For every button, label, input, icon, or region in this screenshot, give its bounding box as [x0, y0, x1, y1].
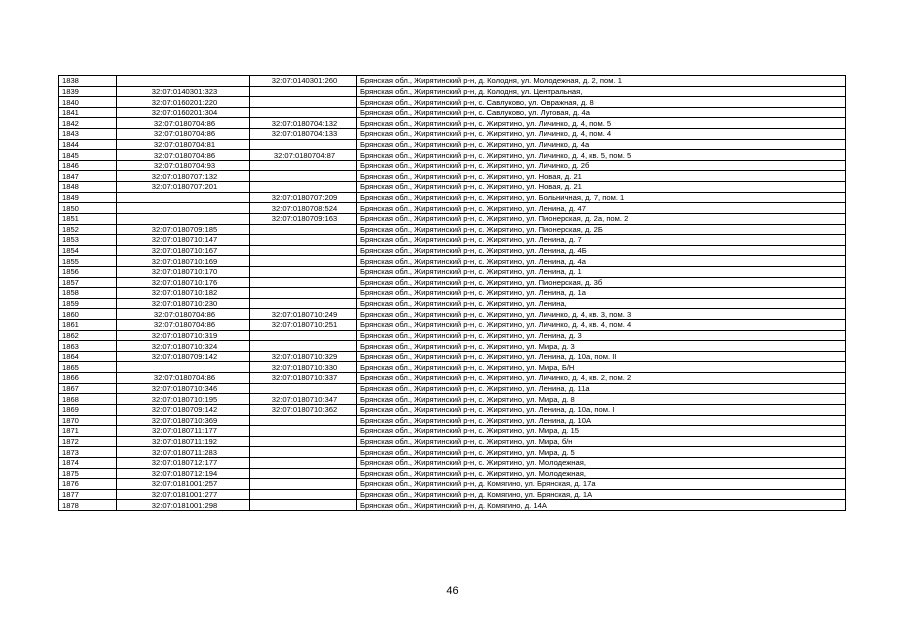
address-cell: Брянская обл., Жирятинский р-н, с. Жирятино, ул. Ленина, д. 10а, пом. II	[357, 351, 846, 362]
land-cadastral-number-cell: 32:07:0181001:257	[117, 479, 250, 490]
land-cadastral-number-cell: 32:07:0180709:142	[117, 404, 250, 415]
table-row	[59, 447, 846, 458]
table-row	[59, 150, 846, 161]
land-cadastral-number-cell: 32:07:0180710:324	[117, 341, 250, 352]
object-cadastral-number-cell	[250, 468, 357, 479]
row-number-cell: 1874	[59, 457, 117, 468]
address-cell: Брянская обл., Жирятинский р-н, д. Комягино, д. 14А	[357, 500, 846, 511]
object-cadastral-number-cell	[250, 288, 357, 299]
row-number-cell: 1851	[59, 213, 117, 224]
object-cadastral-number-cell: 32:07:0180710:362	[250, 404, 357, 415]
object-cadastral-number-cell	[250, 245, 357, 256]
table-row	[59, 373, 846, 384]
object-cadastral-number-cell	[250, 235, 357, 246]
address-cell: Брянская обл., Жирятинский р-н, с. Жирятино, ул. Мира, д. 5	[357, 447, 846, 458]
address-cell: Брянская обл., Жирятинский р-н, с. Жирятино, ул. Личинко, д. 4, кв. 4, пом. 4	[357, 320, 846, 331]
table-row	[59, 500, 846, 511]
row-number-cell: 1872	[59, 436, 117, 447]
table-row	[59, 383, 846, 394]
object-cadastral-number-cell	[250, 383, 357, 394]
object-cadastral-number-cell	[250, 426, 357, 437]
object-cadastral-number-cell	[250, 256, 357, 267]
object-cadastral-number-cell: 32:07:0180710:329	[250, 351, 357, 362]
row-number-cell: 1862	[59, 330, 117, 341]
row-number-cell: 1868	[59, 394, 117, 405]
object-cadastral-number-cell: 32:07:0180704:133	[250, 129, 357, 140]
object-cadastral-number-cell: 32:07:0180710:251	[250, 320, 357, 331]
row-number-cell: 1871	[59, 426, 117, 437]
land-cadastral-number-cell: 32:07:0180704:93	[117, 160, 250, 171]
object-cadastral-number-cell	[250, 139, 357, 150]
address-cell: Брянская обл., Жирятинский р-н, с. Жирятино, ул. Личинко, д. 4а	[357, 139, 846, 150]
row-number-cell: 1848	[59, 182, 117, 193]
address-cell: Брянская обл., Жирятинский р-н, с. Жирятино, ул. Личинко, д. 2б	[357, 160, 846, 171]
address-cell: Брянская обл., Жирятинский р-н, с. Жирятино, ул. Мира, д. 8	[357, 394, 846, 405]
land-cadastral-number-cell: 32:07:0180711:177	[117, 426, 250, 437]
address-cell: Брянская обл., Жирятинский р-н, с. Жирятино, ул. Новая, д. 21	[357, 182, 846, 193]
row-number-cell: 1867	[59, 383, 117, 394]
object-cadastral-number-cell	[250, 277, 357, 288]
address-cell: Брянская обл., Жирятинский р-н, с. Жирятино, ул. Пионерская, д. 2Б	[357, 224, 846, 235]
address-cell: Брянская обл., Жирятинский р-н, с. Жирятино, ул. Личинко, д. 4, кв. 2, пом. 2	[357, 373, 846, 384]
object-cadastral-number-cell	[250, 415, 357, 426]
object-cadastral-number-cell	[250, 107, 357, 118]
object-cadastral-number-cell	[250, 341, 357, 352]
table-row	[59, 298, 846, 309]
row-number-cell: 1844	[59, 139, 117, 150]
land-cadastral-number-cell: 32:07:0180711:192	[117, 436, 250, 447]
table-row	[59, 171, 846, 182]
land-cadastral-number-cell: 32:07:0140301:323	[117, 86, 250, 97]
row-number-cell: 1840	[59, 97, 117, 108]
land-cadastral-number-cell: 32:07:0160201:304	[117, 107, 250, 118]
table-row	[59, 224, 846, 235]
table-row	[59, 86, 846, 97]
row-number-cell: 1838	[59, 76, 117, 87]
table-row	[59, 182, 846, 193]
object-cadastral-number-cell	[250, 489, 357, 500]
land-cadastral-number-cell: 32:07:0180712:177	[117, 457, 250, 468]
table-row	[59, 235, 846, 246]
address-cell: Брянская обл., Жирятинский р-н, с. Жирятино, ул. Личинко, д. 4, пом. 4	[357, 129, 846, 140]
address-cell: Брянская обл., Жирятинский р-н, с. Жирятино, ул. Ленина, д. 3	[357, 330, 846, 341]
table-row	[59, 468, 846, 479]
table-row	[59, 320, 846, 331]
row-number-cell: 1846	[59, 160, 117, 171]
land-cadastral-number-cell: 32:07:0180712:194	[117, 468, 250, 479]
address-cell: Брянская обл., Жирятинский р-н, с. Савлуково, ул. Луговая, д. 4а	[357, 107, 846, 118]
land-cadastral-number-cell: 32:07:0181001:277	[117, 489, 250, 500]
object-cadastral-number-cell	[250, 97, 357, 108]
land-cadastral-number-cell: 32:07:0180710:346	[117, 383, 250, 394]
table-row	[59, 489, 846, 500]
land-cadastral-number-cell	[117, 76, 250, 87]
object-cadastral-number-cell	[250, 86, 357, 97]
land-cadastral-number-cell: 32:07:0180704:86	[117, 129, 250, 140]
row-number-cell: 1856	[59, 266, 117, 277]
object-cadastral-number-cell: 32:07:0140301:260	[250, 76, 357, 87]
land-cadastral-number-cell: 32:07:0180710:319	[117, 330, 250, 341]
table-row	[59, 245, 846, 256]
row-number-cell: 1869	[59, 404, 117, 415]
address-cell: Брянская обл., Жирятинский р-н, с. Жирятино, ул. Пионерская, д. 3б	[357, 277, 846, 288]
land-cadastral-number-cell: 32:07:0180710:169	[117, 256, 250, 267]
row-number-cell: 1845	[59, 150, 117, 161]
land-cadastral-number-cell: 32:07:0180707:201	[117, 182, 250, 193]
land-cadastral-number-cell: 32:07:0180704:86	[117, 320, 250, 331]
address-cell: Брянская обл., Жирятинский р-н, д. Колодня, ул. Молодежная, д. 2, пом. 1	[357, 76, 846, 87]
land-cadastral-number-cell: 32:07:0180709:142	[117, 351, 250, 362]
row-number-cell: 1843	[59, 129, 117, 140]
object-cadastral-number-cell	[250, 447, 357, 458]
address-cell: Брянская обл., Жирятинский р-н, с. Жирятино, ул. Ленина, д. 11а	[357, 383, 846, 394]
land-cadastral-number-cell: 32:07:0180704:86	[117, 150, 250, 161]
table-row	[59, 118, 846, 129]
address-cell: Брянская обл., Жирятинский р-н, с. Жирятино, ул. Ленина, д. 1а	[357, 288, 846, 299]
land-cadastral-number-cell: 32:07:0180704:86	[117, 118, 250, 129]
land-cadastral-number-cell	[117, 362, 250, 373]
object-cadastral-number-cell	[250, 224, 357, 235]
table-row	[59, 97, 846, 108]
address-cell: Брянская обл., Жирятинский р-н, с. Жирятино, ул. Ленина,	[357, 298, 846, 309]
land-cadastral-number-cell: 32:07:0180710:147	[117, 235, 250, 246]
land-cadastral-number-cell: 32:07:0180709:185	[117, 224, 250, 235]
address-cell: Брянская обл., Жирятинский р-н, с. Жирятино, ул. Мира, д. 3	[357, 341, 846, 352]
row-number-cell: 1873	[59, 447, 117, 458]
row-number-cell: 1863	[59, 341, 117, 352]
row-number-cell: 1858	[59, 288, 117, 299]
registry-table	[58, 75, 846, 511]
table-row	[59, 404, 846, 415]
row-number-cell: 1853	[59, 235, 117, 246]
object-cadastral-number-cell	[250, 160, 357, 171]
table-row	[59, 160, 846, 171]
table-row	[59, 457, 846, 468]
table-row	[59, 351, 846, 362]
land-cadastral-number-cell: 32:07:0180710:167	[117, 245, 250, 256]
row-number-cell: 1847	[59, 171, 117, 182]
table-row	[59, 330, 846, 341]
object-cadastral-number-cell	[250, 182, 357, 193]
registry-table-body	[59, 76, 846, 511]
object-cadastral-number-cell: 32:07:0180704:132	[250, 118, 357, 129]
address-cell: Брянская обл., Жирятинский р-н, с. Жирятино, ул. Ленина, д. 4Б	[357, 245, 846, 256]
object-cadastral-number-cell	[250, 457, 357, 468]
table-row	[59, 213, 846, 224]
land-cadastral-number-cell: 32:07:0180710:369	[117, 415, 250, 426]
row-number-cell: 1866	[59, 373, 117, 384]
address-cell: Брянская обл., Жирятинский р-н, с. Жирятино, ул. Молодежная,	[357, 468, 846, 479]
address-cell: Брянская обл., Жирятинский р-н, с. Жирятино, ул. Ленина, д. 4а	[357, 256, 846, 267]
table-row	[59, 394, 846, 405]
object-cadastral-number-cell	[250, 266, 357, 277]
row-number-cell: 1861	[59, 320, 117, 331]
land-cadastral-number-cell: 32:07:0180707:132	[117, 171, 250, 182]
table-row	[59, 203, 846, 214]
land-cadastral-number-cell: 32:07:0181001:298	[117, 500, 250, 511]
table-row	[59, 341, 846, 352]
object-cadastral-number-cell: 32:07:0180704:87	[250, 150, 357, 161]
object-cadastral-number-cell: 32:07:0180707:209	[250, 192, 357, 203]
row-number-cell: 1875	[59, 468, 117, 479]
table-row	[59, 436, 846, 447]
land-cadastral-number-cell: 32:07:0180704:81	[117, 139, 250, 150]
object-cadastral-number-cell	[250, 500, 357, 511]
land-cadastral-number-cell: 32:07:0180704:86	[117, 309, 250, 320]
row-number-cell: 1839	[59, 86, 117, 97]
table-row	[59, 415, 846, 426]
row-number-cell: 1849	[59, 192, 117, 203]
table-row	[59, 76, 846, 87]
row-number-cell: 1842	[59, 118, 117, 129]
address-cell: Брянская обл., Жирятинский р-н, с. Жирятино, ул. Новая, д. 21	[357, 171, 846, 182]
land-cadastral-number-cell: 32:07:0180710:230	[117, 298, 250, 309]
object-cadastral-number-cell	[250, 330, 357, 341]
table-row	[59, 256, 846, 267]
table-row	[59, 107, 846, 118]
address-cell: Брянская обл., Жирятинский р-н, д. Колодня, ул. Центральная,	[357, 86, 846, 97]
object-cadastral-number-cell: 32:07:0180710:249	[250, 309, 357, 320]
table-row	[59, 277, 846, 288]
object-cadastral-number-cell	[250, 171, 357, 182]
address-cell: Брянская обл., Жирятинский р-н, с. Жирятино, ул. Личинко, д. 4, кв. 3, пом. 3	[357, 309, 846, 320]
address-cell: Брянская обл., Жирятинский р-н, д. Комягино, ул. Брянская, д. 17а	[357, 479, 846, 490]
page-number: 46	[446, 585, 459, 597]
address-cell: Брянская обл., Жирятинский р-н, с. Жирятино, ул. Ленина, д. 10а, пом. I	[357, 404, 846, 415]
row-number-cell: 1860	[59, 309, 117, 320]
table-row	[59, 479, 846, 490]
row-number-cell: 1876	[59, 479, 117, 490]
land-cadastral-number-cell: 32:07:0160201:220	[117, 97, 250, 108]
table-row	[59, 266, 846, 277]
land-cadastral-number-cell: 32:07:0180710:195	[117, 394, 250, 405]
table-row	[59, 426, 846, 437]
land-cadastral-number-cell	[117, 203, 250, 214]
address-cell: Брянская обл., Жирятинский р-н, с. Жирятино, ул. Мира, д. 15	[357, 426, 846, 437]
address-cell: Брянская обл., Жирятинский р-н, с. Жирятино, ул. Больничная, д. 7, пом. 1	[357, 192, 846, 203]
object-cadastral-number-cell	[250, 298, 357, 309]
object-cadastral-number-cell	[250, 479, 357, 490]
address-cell: Брянская обл., Жирятинский р-н, с. Жирятино, ул. Личинко, д. 4, пом. 5	[357, 118, 846, 129]
address-cell: Брянская обл., Жирятинский р-н, с. Жирятино, ул. Личинко, д. 4, кв. 5, пом. 5	[357, 150, 846, 161]
row-number-cell: 1878	[59, 500, 117, 511]
address-cell: Брянская обл., Жирятинский р-н, с. Жирятино, ул. Мира, Б/Н	[357, 362, 846, 373]
table-row	[59, 129, 846, 140]
row-number-cell: 1864	[59, 351, 117, 362]
address-cell: Брянская обл., Жирятинский р-н, с. Жирятино, ул. Ленина, д. 1	[357, 266, 846, 277]
object-cadastral-number-cell: 32:07:0180709:163	[250, 213, 357, 224]
row-number-cell: 1855	[59, 256, 117, 267]
land-cadastral-number-cell: 32:07:0180710:182	[117, 288, 250, 299]
row-number-cell: 1857	[59, 277, 117, 288]
row-number-cell: 1854	[59, 245, 117, 256]
table-row	[59, 192, 846, 203]
address-cell: Брянская обл., Жирятинский р-н, с. Жирятино, ул. Молодежная,	[357, 457, 846, 468]
land-cadastral-number-cell	[117, 213, 250, 224]
row-number-cell: 1852	[59, 224, 117, 235]
land-cadastral-number-cell: 32:07:0180704:86	[117, 373, 250, 384]
row-number-cell: 1870	[59, 415, 117, 426]
object-cadastral-number-cell	[250, 436, 357, 447]
land-cadastral-number-cell: 32:07:0180711:283	[117, 447, 250, 458]
address-cell: Брянская обл., Жирятинский р-н, с. Жирятино, ул. Ленина, д. 7	[357, 235, 846, 246]
land-cadastral-number-cell	[117, 192, 250, 203]
row-number-cell: 1850	[59, 203, 117, 214]
address-cell: Брянская обл., Жирятинский р-н, с. Жирятино, ул. Пионерская, д. 2а, пом. 2	[357, 213, 846, 224]
row-number-cell: 1859	[59, 298, 117, 309]
table-row	[59, 309, 846, 320]
land-cadastral-number-cell: 32:07:0180710:170	[117, 266, 250, 277]
address-cell: Брянская обл., Жирятинский р-н, с. Жирятино, ул. Ленина, д. 47	[357, 203, 846, 214]
object-cadastral-number-cell: 32:07:0180710:330	[250, 362, 357, 373]
object-cadastral-number-cell: 32:07:0180710:337	[250, 373, 357, 384]
row-number-cell: 1877	[59, 489, 117, 500]
table-row	[59, 362, 846, 373]
object-cadastral-number-cell: 32:07:0180710:347	[250, 394, 357, 405]
address-cell: Брянская обл., Жирятинский р-н, с. Жирятино, ул. Мира, б/н	[357, 436, 846, 447]
address-cell: Брянская обл., Жирятинский р-н, с. Жирятино, ул. Ленина, д. 10А	[357, 415, 846, 426]
land-cadastral-number-cell: 32:07:0180710:176	[117, 277, 250, 288]
row-number-cell: 1865	[59, 362, 117, 373]
row-number-cell: 1841	[59, 107, 117, 118]
table-row	[59, 288, 846, 299]
object-cadastral-number-cell: 32:07:0180708:524	[250, 203, 357, 214]
address-cell: Брянская обл., Жирятинский р-н, с. Савлуково, ул. Овражная, д. 8	[357, 97, 846, 108]
table-row	[59, 139, 846, 150]
address-cell: Брянская обл., Жирятинский р-н, д. Комягино, ул. Брянская, д. 1А	[357, 489, 846, 500]
